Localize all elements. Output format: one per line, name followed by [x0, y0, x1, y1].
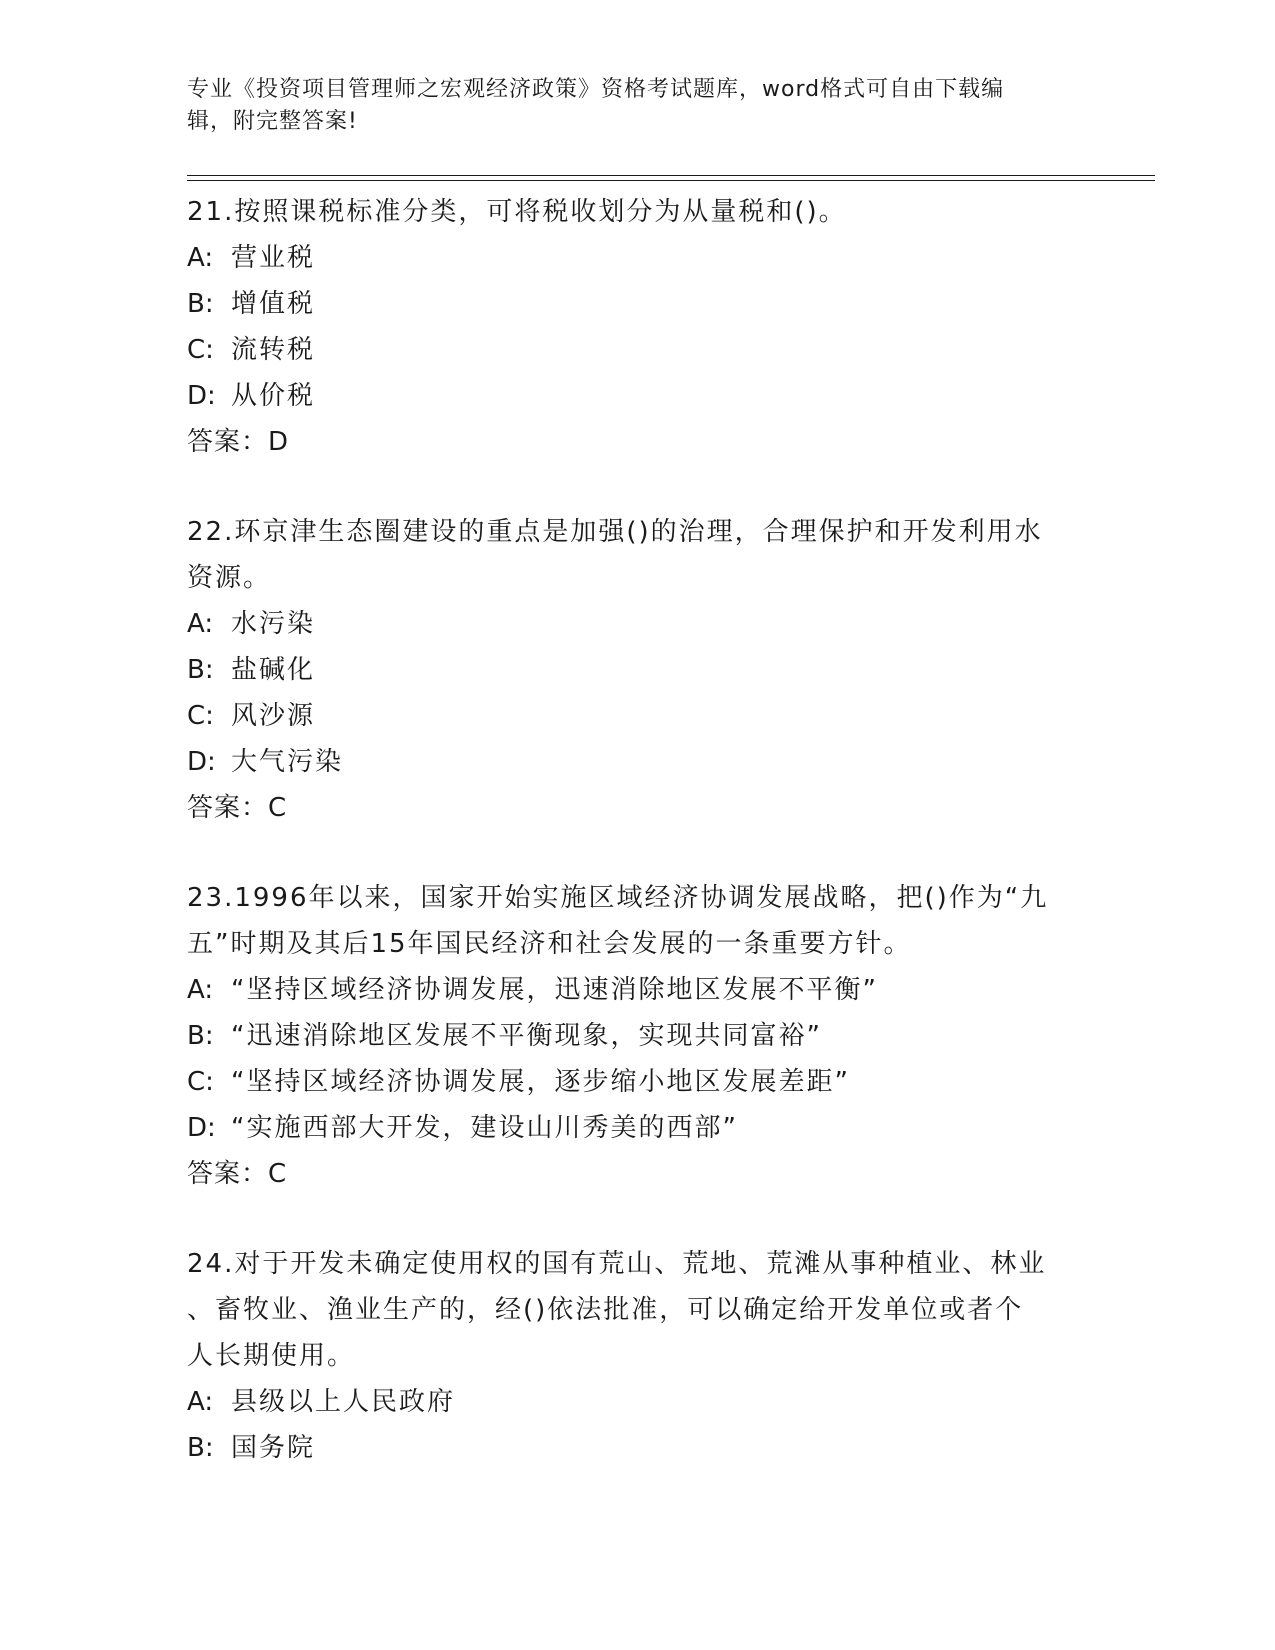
option-text: 县级以上人民政府: [231, 1387, 456, 1417]
answer-option: [187, 1013, 1087, 1059]
answer-option: [187, 1059, 1087, 1105]
option-label: B:: [187, 1433, 214, 1463]
option-text: 增值税: [231, 289, 316, 319]
option-text: “坚持区域经济协调发展，迅速消除地区发展不平衡”: [231, 975, 878, 1005]
answer-option: [187, 1105, 1087, 1151]
option-label: C:: [187, 1067, 214, 1097]
header-divider-top: [187, 175, 1155, 176]
option-label: D:: [187, 1113, 216, 1143]
option-text: “迅速消除地区发展不平衡现象，实现共同富裕”: [231, 1021, 822, 1051]
answer-option: [187, 281, 1087, 327]
option-label: C:: [187, 701, 214, 731]
answer-option: [187, 647, 1087, 693]
question-text: 五”时期及其后15年国民经济和社会发展的一条重要方针。: [187, 929, 912, 959]
option-text: 国务院: [231, 1433, 316, 1463]
answer-option: [187, 327, 1087, 373]
option-label: C:: [187, 335, 214, 365]
answer-option: [187, 601, 1087, 647]
answer-option: [187, 967, 1087, 1013]
question-text: 22.环京津生态圈建设的重点是加强()的治理，合理保护和开发利用水: [187, 517, 1043, 547]
option-text: 风沙源: [231, 701, 316, 731]
question-text: 人长期使用。: [187, 1341, 356, 1371]
option-text: 水污染: [231, 609, 316, 639]
answer-option: [187, 693, 1087, 739]
option-label: D:: [187, 747, 216, 777]
option-text: 盐碱化: [231, 655, 316, 685]
question-text: 、畜牧业、渔业生产的，经()依法批准，可以确定给开发单位或者个: [187, 1295, 1024, 1325]
option-label: B:: [187, 655, 214, 685]
document-header: [187, 74, 1087, 138]
header-line-2: 辑，附完整答案!: [187, 109, 358, 134]
option-label: B:: [187, 289, 214, 319]
option-label: A:: [187, 1387, 214, 1417]
option-label: B:: [187, 1021, 214, 1051]
option-text: 大气污染: [231, 747, 344, 777]
question-text: 21.按照课税标准分类，可将税收划分为从量税和()。: [187, 197, 847, 227]
header-divider-bottom: [187, 180, 1155, 181]
answer-key: 答案：D: [187, 427, 290, 457]
question-block: [187, 1241, 1087, 1471]
question-block: [187, 875, 1087, 1197]
question-block: [187, 509, 1087, 831]
option-label: D:: [187, 381, 216, 411]
answer-option: [187, 1379, 1087, 1425]
option-text: 流转税: [231, 335, 316, 365]
answer-option: [187, 235, 1087, 281]
option-text: “坚持区域经济协调发展，逐步缩小地区发展差距”: [231, 1067, 850, 1097]
header-line-1: 专业《投资项目管理师之宏观经济政策》资格考试题库，word格式可自由下载编: [187, 77, 1005, 102]
answer-option: [187, 373, 1087, 419]
question-list: [187, 189, 1087, 1515]
option-text: “实施西部大开发，建设山川秀美的西部”: [231, 1113, 738, 1143]
option-text: 从价税: [231, 381, 316, 411]
option-label: A:: [187, 609, 214, 639]
question-text: 24.对于开发未确定使用权的国有荒山、荒地、荒滩从事种植业、林业: [187, 1249, 1047, 1279]
answer-key: 答案：C: [187, 793, 288, 823]
option-text: 营业税: [231, 243, 316, 273]
question-text: 23.1996年以来，国家开始实施区域经济协调发展战略，把()作为“九: [187, 883, 1049, 913]
option-label: A:: [187, 243, 214, 273]
answer-option: [187, 739, 1087, 785]
answer-key: 答案：C: [187, 1159, 288, 1189]
option-label: A:: [187, 975, 214, 1005]
question-block: [187, 189, 1087, 465]
question-text: 资源。: [187, 563, 272, 593]
answer-option: [187, 1425, 1087, 1471]
